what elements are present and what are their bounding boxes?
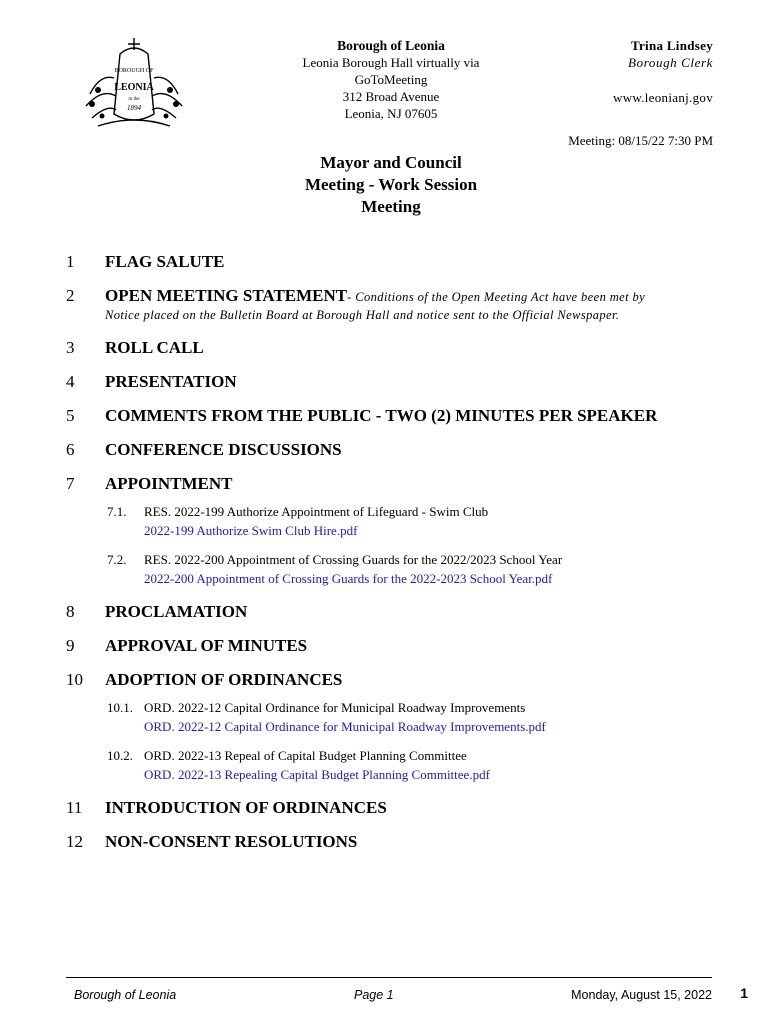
- borough-seal-logo: [80, 34, 188, 130]
- footer-divider: [66, 977, 712, 978]
- attachment-link[interactable]: 2022-199 Authorize Swim Club Hire.pdf: [144, 523, 358, 538]
- clerk-name: Trina Lindsey: [630, 38, 713, 53]
- agenda-item: 10 ADOPTION OF ORDINANCES 10.1. ORD. 2022-12 Capital Ordinance for Municipal Roadway Improvements ORD. 2022-12 Capital Ordinance for Municipal Roadway Improvements.pdf 10.2. ORD. 2022-13 Repeal of Capital Budget Planning Committee ORD. 2022-13 Repealing Capital Budget Planning Committee.pdf: [66, 670, 716, 784]
- header-venue-block: [280, 37, 502, 122]
- svg-text:1894: 1894: [127, 104, 141, 112]
- sub-item: 7.2. RES. 2022-200 Appointment of Crossing Guards for the 2022/2023 School Year 2022-200 Appointment of Crossing Guards for the 2022-2023 School Year.pdf: [107, 550, 716, 588]
- agenda-item: 2 OPEN MEETING STATEMENT - Conditions of the Open Meeting Act have been met by Notice placed on the Bulletin Board at Borough Hall and notice sent to the Official Newspaper.: [66, 286, 716, 324]
- item-description-cont: Notice placed on the Bulletin Board at Borough Hall and notice sent to the Official Newspaper.: [105, 308, 620, 322]
- sub-items: [107, 698, 716, 784]
- address-line: 312 Broad Avenue: [342, 89, 440, 104]
- venue-line-1: Leonia Borough Hall virtually via: [302, 55, 480, 70]
- attachment-link[interactable]: ORD. 2022-13 Repealing Capital Budget Planning Committee.pdf: [144, 767, 490, 782]
- city-line: Leonia, NJ 07605: [344, 106, 438, 121]
- attachment-link[interactable]: 2022-200 Appointment of Crossing Guards for the 2022-2023 School Year.pdf: [144, 571, 553, 586]
- organization-name: Borough of Leonia: [337, 38, 445, 53]
- page-number: 1: [740, 985, 748, 1001]
- clerk-title: Borough Clerk: [628, 55, 713, 70]
- agenda-item: 5 COMMENTS FROM THE PUBLIC - TWO (2) MINUTES PER SPEAKER: [66, 406, 658, 425]
- attachment-link[interactable]: ORD. 2022-12 Capital Ordinance for Municipal Roadway Improvements.pdf: [144, 719, 546, 734]
- header-clerk-block: [613, 37, 713, 106]
- item-description: - Conditions of the Open Meeting Act have been met by: [347, 290, 646, 304]
- footer-page: Page 1: [354, 988, 394, 1002]
- website-link[interactable]: www.leonianj.gov: [613, 90, 713, 105]
- venue-line-2: GoToMeeting: [354, 72, 428, 87]
- agenda-item: 7 APPOINTMENT 7.1. RES. 2022-199 Authorize Appointment of Lifeguard - Swim Club 2022-199 Authorize Swim Club Hire.pdf 7.2. RES. 2022-200 Appointment of Crossing Guards for the 2022/2023 School Year 2022-200 Appointment of Crossing Guards for the 2022-2023 School Year.pdf: [66, 474, 716, 588]
- svg-text:in the: in the: [128, 97, 140, 102]
- sub-item: 10.1. ORD. 2022-12 Capital Ordinance for Municipal Roadway Improvements ORD. 2022-12 Capital Ordinance for Municipal Roadway Improvements.pdf: [107, 698, 716, 736]
- footer-org: Borough of Leonia: [74, 988, 177, 1002]
- footer-date: Monday, August 15, 2022: [571, 988, 712, 1002]
- sub-item: 10.2. ORD. 2022-13 Repeal of Capital Budget Planning Committee ORD. 2022-13 Repealing Capital Budget Planning Committee.pdf: [107, 746, 716, 784]
- meeting-date: Meeting: 08/15/22 7:30 PM: [568, 133, 713, 148]
- svg-text:LEONIA: LEONIA: [114, 82, 154, 93]
- agenda-item: 1 FLAG SALUTE: [66, 252, 225, 271]
- agenda-item: 4 PRESENTATION: [66, 372, 237, 391]
- agenda-item: 12 NON-CONSENT RESOLUTIONS: [66, 832, 358, 851]
- agenda-list: [66, 252, 716, 866]
- agenda-item: 6 CONFERENCE DISCUSSIONS: [66, 440, 342, 459]
- agenda-item: 3 ROLL CALL: [66, 338, 204, 357]
- agenda-item: 9 APPROVAL OF MINUTES: [66, 636, 308, 655]
- sub-item: 7.1. RES. 2022-199 Authorize Appointment of Lifeguard - Swim Club 2022-199 Authorize Swim Club Hire.pdf: [107, 502, 716, 540]
- agenda-item: 11 INTRODUCTION OF ORDINANCES: [66, 798, 387, 817]
- meeting-title: Mayor and Council Meeting - Work Session Meeting: [304, 153, 478, 216]
- agenda-item: 8 PROCLAMATION: [66, 602, 248, 621]
- sub-items: [107, 502, 716, 588]
- svg-text:BOROUGH OF: BOROUGH OF: [114, 68, 154, 74]
